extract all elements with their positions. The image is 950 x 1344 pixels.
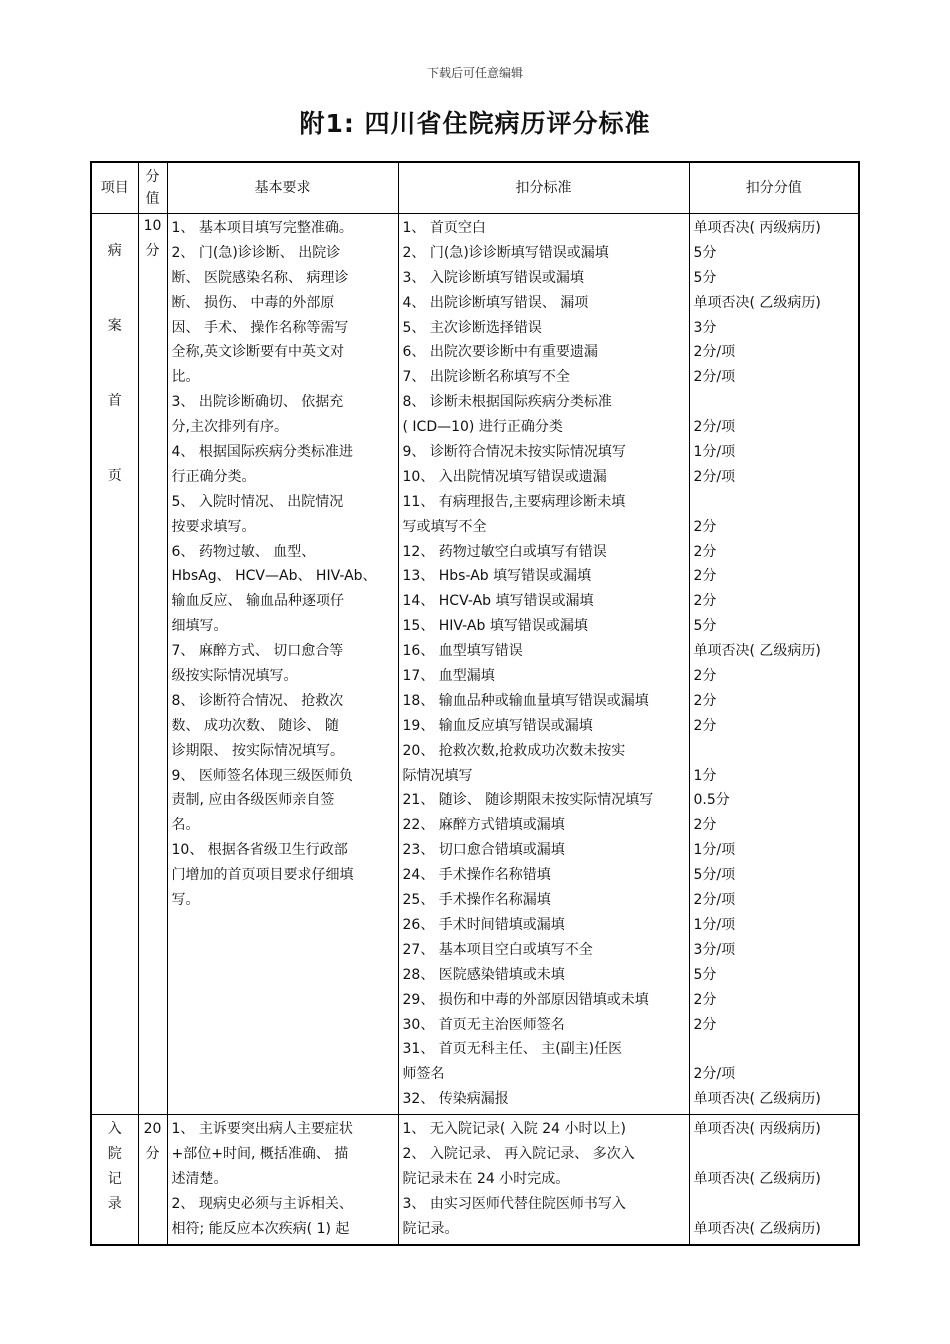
deduction-value-line: 5分/项	[693, 867, 736, 884]
header-note: 下载后可任意编辑	[426, 66, 523, 80]
deduction-value-line	[690, 390, 859, 415]
deduction-value-line	[690, 1142, 859, 1167]
deduction-value-line: 2分	[693, 817, 717, 834]
value-cell	[689, 214, 859, 1115]
deduction-value-line: 2分	[693, 692, 717, 709]
deduction-value-line	[690, 490, 859, 515]
requirement-line: 2、 门(急)诊诊断、 出院诊	[171, 244, 341, 261]
section-score-cell	[138, 1115, 167, 1245]
section-item-char: 首	[107, 393, 122, 409]
deduction-value-line: 1分/项	[693, 916, 736, 933]
requirement-line: +部位+时间, 概括准确、 描	[171, 1145, 349, 1162]
section-item-char: 院	[107, 1146, 122, 1163]
section-score-cell	[138, 214, 167, 1115]
deduction-line: 32、 传染病漏报	[402, 1091, 509, 1108]
requirement-line: 1、 主诉要突出病人主要症状	[171, 1121, 353, 1138]
header-item: 项目	[91, 162, 138, 214]
deduction-line: 23、 切口愈合错填或漏填	[402, 842, 565, 859]
deduction-line: 28、 医院感染错填或未填	[402, 966, 565, 983]
deduction-value-line: 3分	[693, 319, 717, 336]
requirement-line: 全称,英文诊断要有中英文对	[171, 344, 344, 361]
deduction-line: 29、 损伤和中毒的外部原因错填或未填	[402, 991, 649, 1008]
requirement-line: 比。	[171, 369, 200, 386]
requirement-line: 10、 根据各省级卫生行政部	[171, 842, 348, 859]
deduction-line: 4、 出院诊断填写错误、 漏项	[402, 294, 589, 311]
deduction-value-line: 单项否决( 丙级病历)	[693, 1121, 821, 1138]
deduction-line: 18、 输血品种或输血量填写错误或漏填	[402, 692, 649, 709]
deduction-line: 19、 输血反应填写错误或漏填	[402, 717, 593, 734]
requirement-line: 6、 药物过敏、 血型、	[171, 543, 316, 560]
deduction-line: 际情况填写	[402, 767, 473, 784]
deduction-line: 2、 门(急)诊诊断填写错误或漏填	[402, 244, 609, 261]
requirement-line: 责制, 应由各级医师亲自签	[171, 792, 335, 809]
deduction-value-line: 2分	[693, 717, 717, 734]
requirement-line: 分,主次排列有序。	[171, 419, 288, 436]
deduction-line: 22、 麻醉方式错填或漏填	[402, 817, 565, 834]
section-item-cell	[91, 1115, 138, 1245]
deduction-value-line: 2分/项	[693, 1066, 736, 1083]
requirement-line: 3、 出院诊断确切、 依据充	[171, 394, 344, 411]
section-row-admission-record	[91, 1115, 859, 1245]
deduction-line: 2、 入院记录、 再入院记录、 多次入	[402, 1145, 635, 1162]
deduction-value-line: 2分	[693, 568, 717, 585]
header-deduction-value: 扣分分值	[689, 162, 859, 214]
value-cell	[689, 1115, 859, 1245]
requirement-cell	[167, 214, 398, 1115]
deduction-line: 院记录未在 24 小时完成。	[402, 1170, 570, 1187]
section-score-text: 10	[143, 218, 162, 234]
deduction-value-line: 2分	[693, 593, 717, 610]
deduction-value-line: 5分	[693, 244, 717, 261]
requirement-line: 述清楚。	[171, 1170, 228, 1187]
deduction-value-line: 5分	[693, 618, 717, 635]
deduction-line: 写或填写不全	[402, 518, 487, 535]
deduction-value-line: 单项否决( 乙级病历)	[693, 1091, 821, 1108]
deduction-value-line: 5分	[693, 966, 717, 983]
deduction-value-line: 1分/项	[693, 842, 736, 859]
requirement-line: 相符; 能反应本次疾病( 1) 起	[171, 1220, 350, 1237]
deduction-line: 14、 HCV-Ab 填写错误或漏填	[402, 593, 594, 610]
deduction-value-line: 2分	[693, 543, 717, 560]
section-item-cell	[91, 214, 138, 1115]
section-score-text: 分	[145, 243, 160, 259]
deduction-line: 20、 抢救次数,抢救成功次数未按实	[402, 742, 626, 759]
section-row-front-page	[91, 214, 859, 1115]
header-deduction: 扣分标准	[398, 162, 689, 214]
section-item-char: 病	[107, 243, 122, 259]
requirement-line: HbsAg、 HCV—Ab、 HIV-Ab、	[171, 568, 377, 585]
section-score-text: 20	[143, 1121, 162, 1138]
page-title: 附1: 四川省住院病历评分标准	[299, 109, 651, 138]
requirement-line: 级按实际情况填写。	[171, 668, 298, 685]
deduction-line: 3、 入院诊断填写错误或漏填	[402, 269, 584, 286]
section-item-char: 记	[107, 1171, 122, 1188]
deduction-value-line: 2分	[693, 518, 717, 535]
deduction-line: 8、 诊断未根据国际疾病分类标准	[402, 394, 612, 411]
deduction-line: 6、 出院次要诊断中有重要遗漏	[402, 344, 598, 361]
header-requirement: 基本要求	[167, 162, 398, 214]
table-header-row	[91, 162, 859, 214]
requirement-cell	[167, 1115, 398, 1245]
deduction-value-line: 0.5分	[693, 792, 730, 809]
deduction-value-line: 3分/项	[693, 941, 736, 958]
section-item-char: 案	[107, 318, 122, 334]
deduction-value-line: 1分/项	[693, 444, 736, 461]
deduction-value-line: 单项否决( 乙级病历)	[693, 1220, 821, 1237]
requirement-line: 按要求填写。	[171, 518, 256, 535]
deduction-value-line	[690, 1037, 859, 1062]
deduction-value-line: 2分/项	[693, 344, 736, 361]
deduction-value-line: 2分/项	[693, 419, 736, 436]
deduction-value-line: 2分/项	[693, 369, 736, 386]
deduction-value-line	[690, 1192, 859, 1217]
section-item-char: 入	[107, 1121, 122, 1138]
section-item-char: 录	[107, 1196, 122, 1213]
requirement-line: 名。	[171, 817, 200, 834]
requirement-line: 数、 成功次数、 随诊、 随	[171, 717, 339, 734]
deduction-value-line: 1分	[693, 767, 717, 784]
deduction-line: 27、 基本项目空白或填写不全	[402, 941, 593, 958]
deduction-value-line: 5分	[693, 269, 717, 286]
requirement-line: 输血反应、 输血品种逐项仔	[171, 593, 344, 610]
deduction-line: 26、 手术时间错填或漏填	[402, 916, 565, 933]
deduction-cell	[398, 214, 689, 1115]
deduction-value-line: 2分	[693, 1016, 717, 1033]
requirement-line: 行正确分类。	[171, 468, 256, 485]
deduction-value-line: 单项否决( 乙级病历)	[693, 643, 821, 660]
requirement-line: 断、 损伤、 中毒的外部原	[171, 294, 335, 311]
deduction-line: 9、 诊断符合情况未按实际情况填写	[402, 444, 626, 461]
deduction-line: ( ICD—10) 进行正确分类	[402, 419, 563, 436]
scoring-table	[90, 161, 860, 1246]
deduction-line: 21、 随诊、 随诊期限未按实际情况填写	[402, 792, 654, 809]
requirement-line: 8、 诊断符合情况、 抢救次	[171, 692, 344, 709]
requirement-line: 因、 手术、 操作名称等需写	[171, 319, 349, 336]
deduction-line: 7、 出院诊断名称填写不全	[402, 369, 570, 386]
requirement-line: 门增加的首页项目要求仔细填	[171, 867, 354, 884]
deduction-line: 1、 无入院记录( 入院 24 小时以上)	[402, 1121, 626, 1138]
requirement-line: 诊期限、 按实际情况填写。	[171, 742, 344, 759]
requirement-line: 7、 麻醉方式、 切口愈合等	[171, 643, 344, 660]
requirement-line: 1、 基本项目填写完整准确。	[171, 220, 353, 236]
deduction-line: 16、 血型填写错误	[402, 643, 523, 660]
deduction-line: 院记录。	[402, 1220, 459, 1237]
section-item-char: 页	[107, 468, 122, 484]
deduction-value-line: 单项否决( 乙级病历)	[693, 294, 821, 311]
requirement-line: 写。	[171, 892, 200, 909]
deduction-line: 师签名	[402, 1066, 445, 1083]
deduction-line: 11、 有病理报告,主要病理诊断未填	[402, 493, 626, 510]
deduction-cell	[398, 1115, 689, 1245]
header-score: 分 值	[138, 162, 167, 214]
requirement-line: 9、 医师签名体现三级医师负	[171, 767, 353, 784]
deduction-line: 10、 入出院情况填写错误或遗漏	[402, 468, 607, 485]
deduction-line: 13、 Hbs-Ab 填写错误或漏填	[402, 568, 592, 585]
section-score-text: 分	[145, 1146, 160, 1163]
deduction-value-line: 2分/项	[693, 892, 736, 909]
requirement-line: 5、 入院时情况、 出院情况	[171, 493, 344, 510]
requirement-line: 4、 根据国际疾病分类标准进	[171, 444, 353, 461]
deduction-line: 1、 首页空白	[402, 220, 486, 236]
deduction-line: 31、 首页无科主任、 主(副主)任医	[402, 1041, 623, 1058]
requirement-line: 断、 医院感染名称、 病理诊	[171, 269, 349, 286]
requirement-line: 2、 现病史必须与主诉相关、	[171, 1195, 353, 1212]
deduction-line: 30、 首页无主治医师签名	[402, 1016, 565, 1033]
deduction-value-line: 2分/项	[693, 468, 736, 485]
deduction-line: 15、 HIV-Ab 填写错误或漏填	[402, 618, 588, 635]
deduction-value-line	[690, 739, 859, 764]
deduction-value-line: 单项否决( 乙级病历)	[693, 1170, 821, 1187]
deduction-value-line: 单项否决( 丙级病历)	[693, 220, 821, 236]
deduction-line: 12、 药物过敏空白或填写有错误	[402, 543, 607, 560]
deduction-line: 24、 手术操作名称错填	[402, 867, 551, 884]
deduction-line: 25、 手术操作名称漏填	[402, 892, 551, 909]
deduction-line: 5、 主次诊断选择错误	[402, 319, 542, 336]
requirement-line: 细填写。	[171, 618, 228, 635]
deduction-value-line: 2分	[693, 991, 717, 1008]
deduction-value-line: 2分	[693, 668, 717, 685]
deduction-line: 17、 血型漏填	[402, 668, 495, 685]
deduction-line: 3、 由实习医师代替住院医师书写入	[402, 1195, 626, 1212]
